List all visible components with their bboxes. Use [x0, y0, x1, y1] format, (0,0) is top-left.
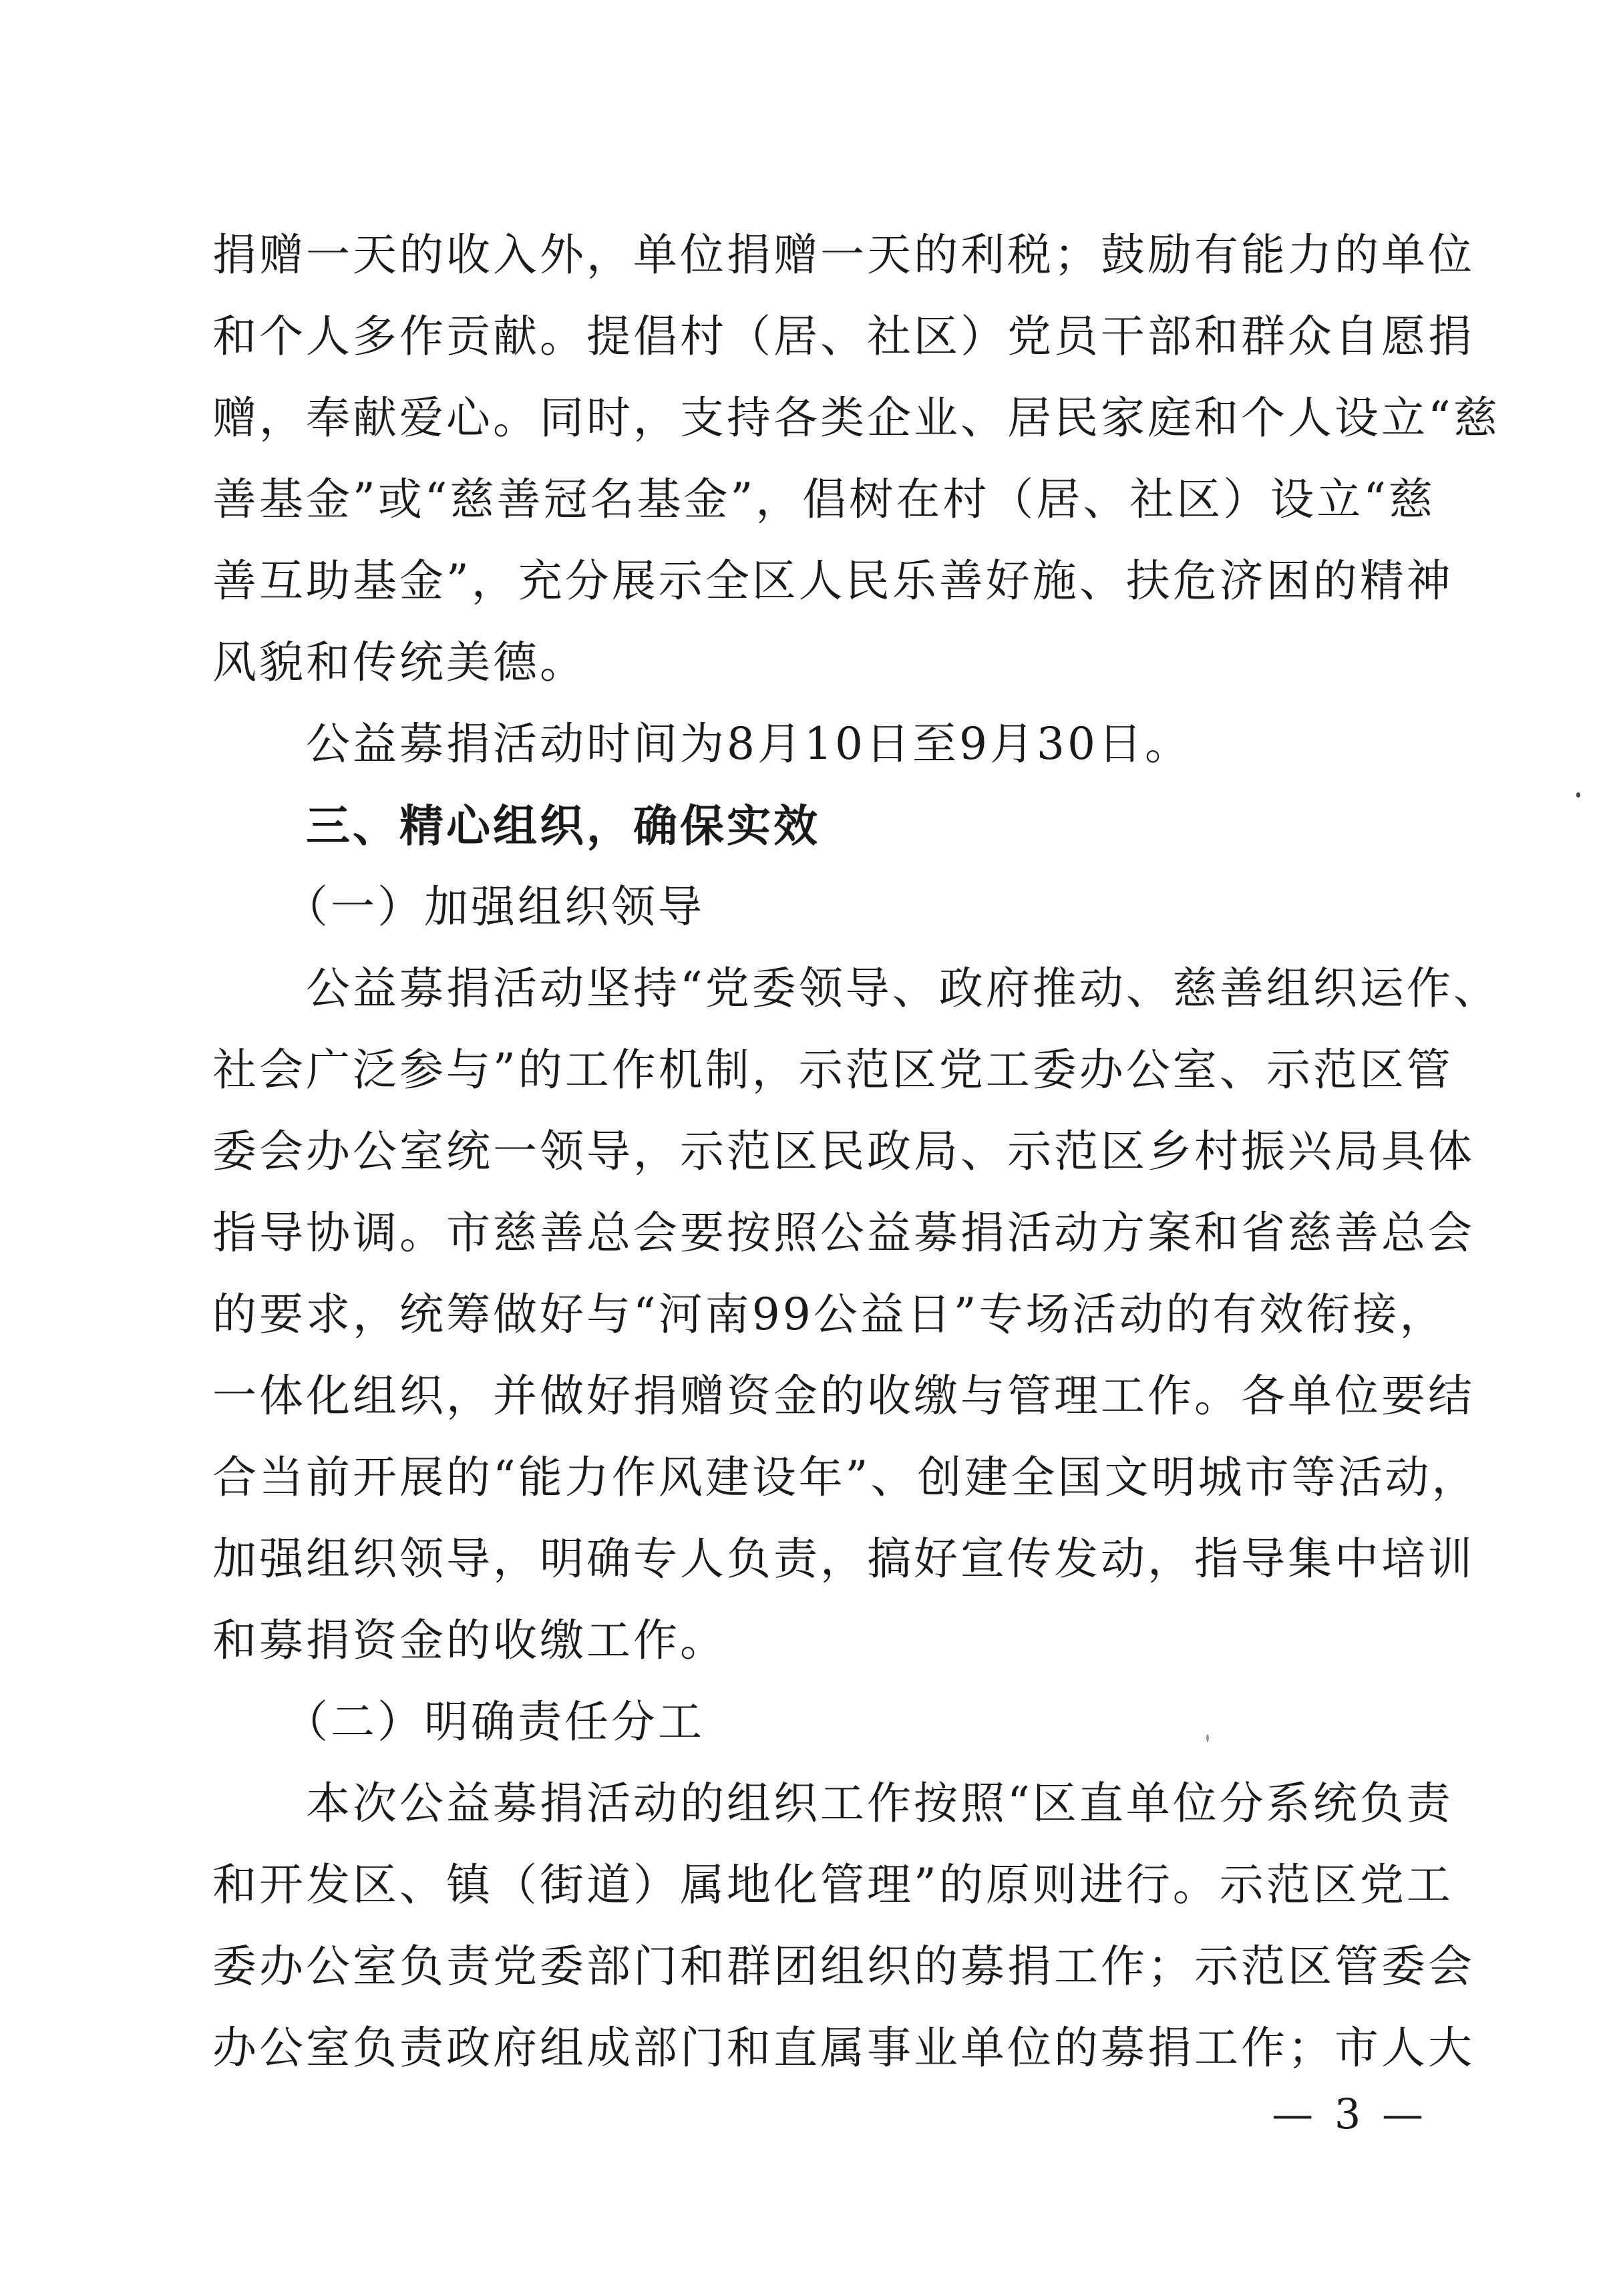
paragraph-line: 风貌和传统美德。 — [212, 637, 586, 688]
subsection-heading: （一）加强组织领导 — [212, 881, 705, 933]
paragraph-line: 善互助基金”，充分展示全区人民乐善好施、扶危济困的精神 — [212, 555, 1453, 607]
paragraph-line: 加强组织领导，明确专人负责，搞好宣传发动，指导集中培训 — [212, 1533, 1475, 1585]
paragraph-line: 公益募捐活动坚持“党委领导、政府推动、慈善组织运作、 — [212, 963, 1500, 1014]
paragraph-line: 办公室负责政府组成部门和直属事业单位的募捐工作；市人大 — [212, 2022, 1475, 2074]
paragraph-line: 的要求，统筹做好与“河南99公益日”专场活动的有效衔接， — [212, 1289, 1447, 1340]
paragraph-line: 和募捐资金的收缴工作。 — [212, 1615, 727, 1666]
scan-speck — [1576, 792, 1580, 798]
paragraph-line: 合当前开展的“能力作风建设年”、创建全国文明城市等活动， — [212, 1452, 1479, 1503]
paragraph-line: 本次公益募捐活动的组织工作按照“区直单位分系统负责 — [212, 1778, 1453, 1829]
paragraph-line: 指导协调。市慈善总会要按照公益募捐活动方案和省慈善总会 — [212, 1207, 1475, 1259]
subsection-heading: （二）明确责任分工 — [212, 1696, 705, 1748]
page-number: — 3 — — [1272, 2090, 1427, 2138]
paragraph-line: 善基金”或“慈善冠名基金”，倡树在村（居、社区）设立“慈 — [212, 474, 1435, 525]
paragraph-line: 委会办公室统一领导，示范区民政局、示范区乡村振兴局具体 — [212, 1126, 1475, 1177]
paragraph-line: 委办公室负责党委部门和群团组织的募捐工作；示范区管委会 — [212, 1941, 1475, 1992]
paragraph-line: 和个人多作贡献。提倡村（居、社区）党员干部和群众自愿捐 — [212, 311, 1475, 362]
paragraph-line: 赠，奉献爱心。同时，支持各类企业、居民家庭和个人设立“慈 — [212, 392, 1500, 444]
paragraph-line: 和开发区、镇（街道）属地化管理”的原则进行。示范区党工 — [212, 1859, 1453, 1911]
section-heading: 三、精心组织，确保实效 — [212, 800, 820, 852]
paragraph-line: 社会广泛参与”的工作机制，示范区党工委办公室、示范区管 — [212, 1044, 1453, 1096]
scan-speck — [1206, 1734, 1209, 1742]
paragraph-line: 公益募捐活动时间为8月10日至9月30日。 — [212, 718, 1192, 770]
paragraph-line: 一体化组织，并做好捐赠资金的收缴与管理工作。各单位要结 — [212, 1370, 1475, 1422]
paragraph-line: 捐赠一天的收入外，单位捐赠一天的利税；鼓励有能力的单位 — [212, 229, 1475, 281]
